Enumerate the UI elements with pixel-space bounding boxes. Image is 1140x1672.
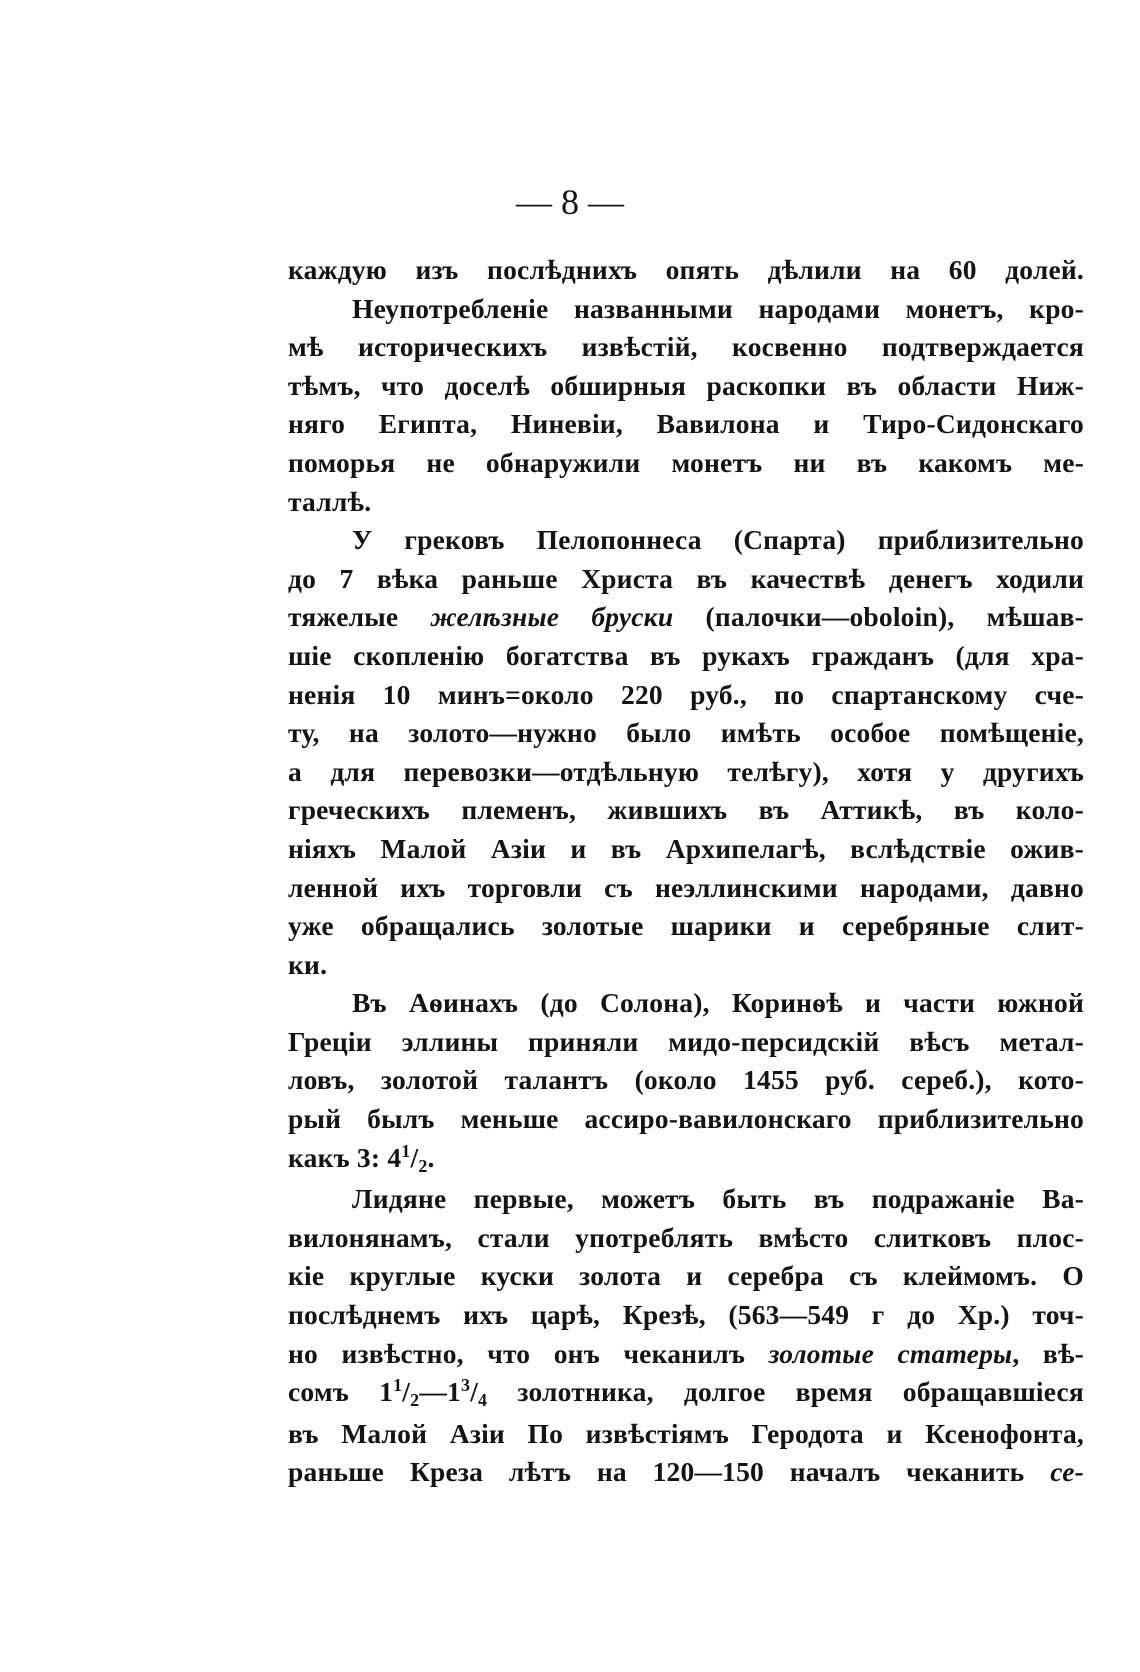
text-segment: таллѣ.	[288, 485, 372, 517]
text-segment: поморья не обнаружили монетъ ни въ какомъ ме-	[288, 446, 1084, 478]
text-line	[288, 1296, 1084, 1335]
text-segment: Въ Аѳинахъ (до Солона), Коринѳѣ и части южной	[352, 987, 1084, 1019]
text-segment: мѣ историческихъ извѣстій, косвенно подтверждается	[288, 331, 1084, 363]
superscript: 1	[393, 1375, 403, 1396]
text-segment: шіе скопленію богатства въ рукахъ гражданъ (для хра-	[288, 639, 1084, 671]
text-segment: а для перевозки—отдѣльную телѣгу), хотя у другихъ	[288, 755, 1084, 787]
text-segment: Неупотребленіе названными народами монетъ, кро-	[352, 292, 1084, 324]
text-segment: Греціи эллины приняли мидо-персидскій вѣсъ метал-	[288, 1025, 1084, 1057]
text-segment: /	[402, 1376, 411, 1408]
text-segment: ніяхъ Малой Азіи и въ Архипелагѣ, вслѣдствіе ожив-	[288, 832, 1084, 864]
text-line	[288, 753, 1084, 792]
text-segment: ленной ихъ торговли съ неэллинскими народами, давно	[288, 871, 1084, 903]
text-segment: но извѣстно, что онъ чеканилъ	[288, 1337, 769, 1369]
text-line	[288, 946, 1084, 985]
text-segment: золотника, долгое время обращавшіеся	[487, 1376, 1084, 1408]
text-line	[288, 1023, 1084, 1062]
text-segment: сомъ 1	[288, 1376, 394, 1408]
text-line	[288, 791, 1084, 830]
text-line	[288, 521, 1084, 560]
text-line	[288, 1100, 1084, 1139]
text-line	[288, 1453, 1084, 1492]
text-segment: , вѣ-	[1012, 1337, 1085, 1369]
text-line	[288, 1257, 1084, 1296]
text-line	[288, 907, 1084, 946]
text-line	[288, 560, 1084, 599]
text-line	[288, 405, 1084, 444]
text-line	[288, 869, 1084, 908]
text-segment: какъ 3: 4	[288, 1141, 402, 1173]
italic-term: желѣзные бруски	[430, 601, 674, 633]
subscript: 2	[418, 1155, 428, 1176]
text-line	[288, 483, 1084, 522]
text-line	[288, 598, 1084, 637]
text-line	[288, 328, 1084, 367]
text-segment: каждую изъ послѣднихъ опять дѣлили на 60 долей.	[288, 254, 1084, 285]
text-line	[288, 251, 1084, 290]
text-line	[288, 676, 1084, 715]
italic-term: золотые статеры	[768, 1337, 1013, 1369]
text-segment: кіе круглые куски золота и серебра съ клеймомъ. О	[288, 1260, 1084, 1292]
superscript: 3	[460, 1375, 471, 1396]
text-line	[288, 830, 1084, 869]
text-segment: ки.	[288, 948, 328, 980]
text-line	[288, 444, 1084, 483]
text-segment: вилонянамъ, стали употреблять вмѣсто слитковъ плос-	[288, 1221, 1084, 1253]
text-segment: няго Египта, Ниневіи, Вавилона и Тиро-Сидонскаго	[288, 408, 1084, 440]
text-segment: У грековъ Пелопоннеса (Спарта) приблизительно	[352, 524, 1084, 556]
text-line	[288, 984, 1084, 1023]
text-segment: /	[470, 1376, 479, 1408]
text-segment: рый былъ меньше ассиро-вавилонскаго приблизительно	[288, 1103, 1084, 1135]
page-number: — 8 —	[516, 182, 624, 222]
subscript: 4	[478, 1390, 488, 1411]
text-segment: ту, на золото—нужно было имѣть особое помѣщеніе,	[288, 717, 1084, 749]
superscript: 1	[401, 1140, 411, 1161]
text-segment: .	[427, 1141, 435, 1173]
text-line	[288, 1219, 1084, 1258]
text-segment: раньше Креза лѣтъ на 120—150 началъ чеканить	[288, 1456, 1051, 1488]
subscript: 2	[410, 1390, 420, 1411]
text-line	[288, 1373, 1084, 1415]
body-text	[288, 251, 1084, 1492]
text-segment: ненія 10 минъ=около 220 руб., по спартанскому сче-	[288, 678, 1084, 710]
text-line	[288, 290, 1084, 329]
text-line	[288, 1061, 1084, 1100]
text-line	[288, 1139, 1084, 1181]
text-segment: въ Малой Азіи По извѣстіямъ Геродота и Ксенофонта,	[288, 1417, 1084, 1449]
text-segment: ловъ, золотой талантъ (около 1455 руб. сереб.), кото-	[288, 1064, 1084, 1096]
text-line	[288, 1180, 1084, 1219]
text-line	[288, 367, 1084, 406]
text-segment: Лидяне первые, можетъ быть въ подражаніе Ва-	[352, 1183, 1084, 1215]
text-segment: греческихъ племенъ, жившихъ въ Аттикѣ, въ коло-	[288, 794, 1084, 826]
text-segment: уже обращались золотые шарики и серебряные слит-	[288, 910, 1084, 942]
text-segment: —1	[419, 1376, 461, 1408]
text-line	[288, 637, 1084, 676]
text-segment: до 7 вѣка раньше Христа въ качествѣ денегъ ходили	[288, 562, 1084, 594]
text-line	[288, 1335, 1084, 1374]
italic-term: се-	[1050, 1456, 1084, 1488]
text-segment: /	[410, 1141, 419, 1173]
text-line	[288, 1415, 1084, 1454]
text-segment: тѣмъ, что доселѣ обширныя раскопки въ области Ниж-	[288, 369, 1084, 401]
text-segment: (палочки—oboloin), мѣшав-	[673, 601, 1084, 633]
text-segment: послѣднемъ ихъ царѣ, Крезѣ, (563—549 г до Хр.) точ-	[288, 1299, 1084, 1331]
text-line	[288, 714, 1084, 753]
text-segment: тяжелые	[288, 601, 431, 633]
